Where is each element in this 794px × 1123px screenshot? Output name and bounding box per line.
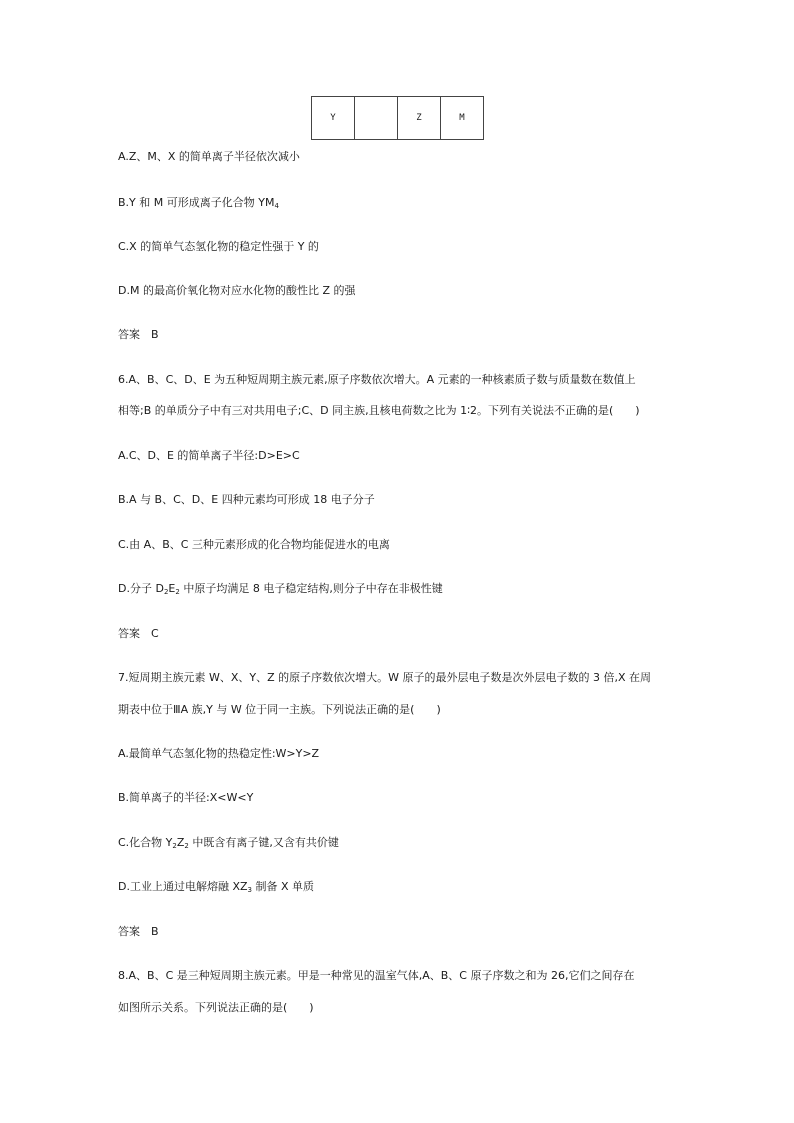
q6-option-d-sub2: 2 [175,588,180,596]
q7-option-d-prefix: D.工业上通过电解熔融 XZ [118,880,248,893]
q6-stem-line2: 相等;B 的单质分子中有三对共用电子;C、D 同主族,且核电荷数之比为 1∶2。下列有关说法不正确的是( ) [118,404,640,417]
q7-option-d-sub: 3 [247,886,253,894]
q6-option-a: A.C、D、E 的简单离子半径:D>E>C [118,449,300,462]
q6-option-c: C.由 A、B、C 三种元素形成的化合物均能促进水的电离 [118,538,390,551]
prev-option-a: A.Z、M、X 的简单离子半径依次减小 [118,150,300,163]
table-cell-y: Y [312,97,355,140]
periodic-table-fragment [311,96,484,140]
prev-option-b [118,196,279,210]
q7-option-c-sub1: 2 [172,842,177,850]
q6-option-d-suffix: 中原子均满足 8 电子稳定结构,则分子中存在非极性键 [179,582,443,595]
q8-stem-line2: 如图所示关系。下列说法正确的是( ) [118,1001,314,1014]
q7-stem-line1: 7.短周期主族元素 W、X、Y、Z 的原子序数依次增大。W 原子的最外层电子数是次外层电子数的 3 倍,X 在周 [118,671,652,684]
q6-option-d-mid: E [168,582,176,595]
q6-answer: 答案 C [118,627,159,640]
q7-option-c-prefix: C.化合物 Y [118,836,173,849]
q7-option-c-suffix: 中既含有离子键,又含有共价键 [188,836,339,849]
q7-answer: 答案 B [118,925,159,938]
q7-option-c-mid: Z [176,836,185,849]
prev-option-b-text: B.Y 和 M 可形成离子化合物 YM [118,196,275,209]
q7-option-c [118,836,339,850]
table-cell-z: Z [398,97,441,140]
q7-option-a: A.最简单气态氢化物的热稳定性:W>Y>Z [118,747,320,760]
q6-option-d-prefix: D.分子 D [118,582,164,595]
prev-option-b-subscript: 4 [274,202,279,210]
q8-stem-line1: 8.A、B、C 是三种短周期主族元素。甲是一种常见的温室气体,A、B、C 原子序数之和为 26,它们之间存在 [118,969,635,982]
q6-option-d [118,582,443,596]
q7-option-d [118,880,314,894]
prev-option-d: D.M 的最高价氧化物对应水化物的酸性比 Z 的强 [118,284,356,297]
q7-option-c-sub2: 2 [184,842,189,850]
q7-option-b: B.简单离子的半径:X<W<Y [118,791,254,804]
q6-stem-line1: 6.A、B、C、D、E 为五种短周期主族元素,原子序数依次增大。A 元素的一种核素质子数与质量数在数值上 [118,373,636,386]
prev-option-c: C.X 的简单气态氢化物的稳定性强于 Y 的 [118,240,319,253]
table-cell-empty [355,97,398,140]
q6-option-d-sub1: 2 [163,588,169,596]
table-cell-m: M [441,97,484,140]
prev-answer: 答案 B [118,328,159,341]
q7-stem-line2: 期表中位于ⅢA 族,Y 与 W 位于同一主族。下列说法正确的是( ) [118,703,441,716]
q7-option-d-suffix: 制备 X 单质 [252,880,315,893]
q6-option-b: B.A 与 B、C、D、E 四种元素均可形成 18 电子分子 [118,493,375,506]
